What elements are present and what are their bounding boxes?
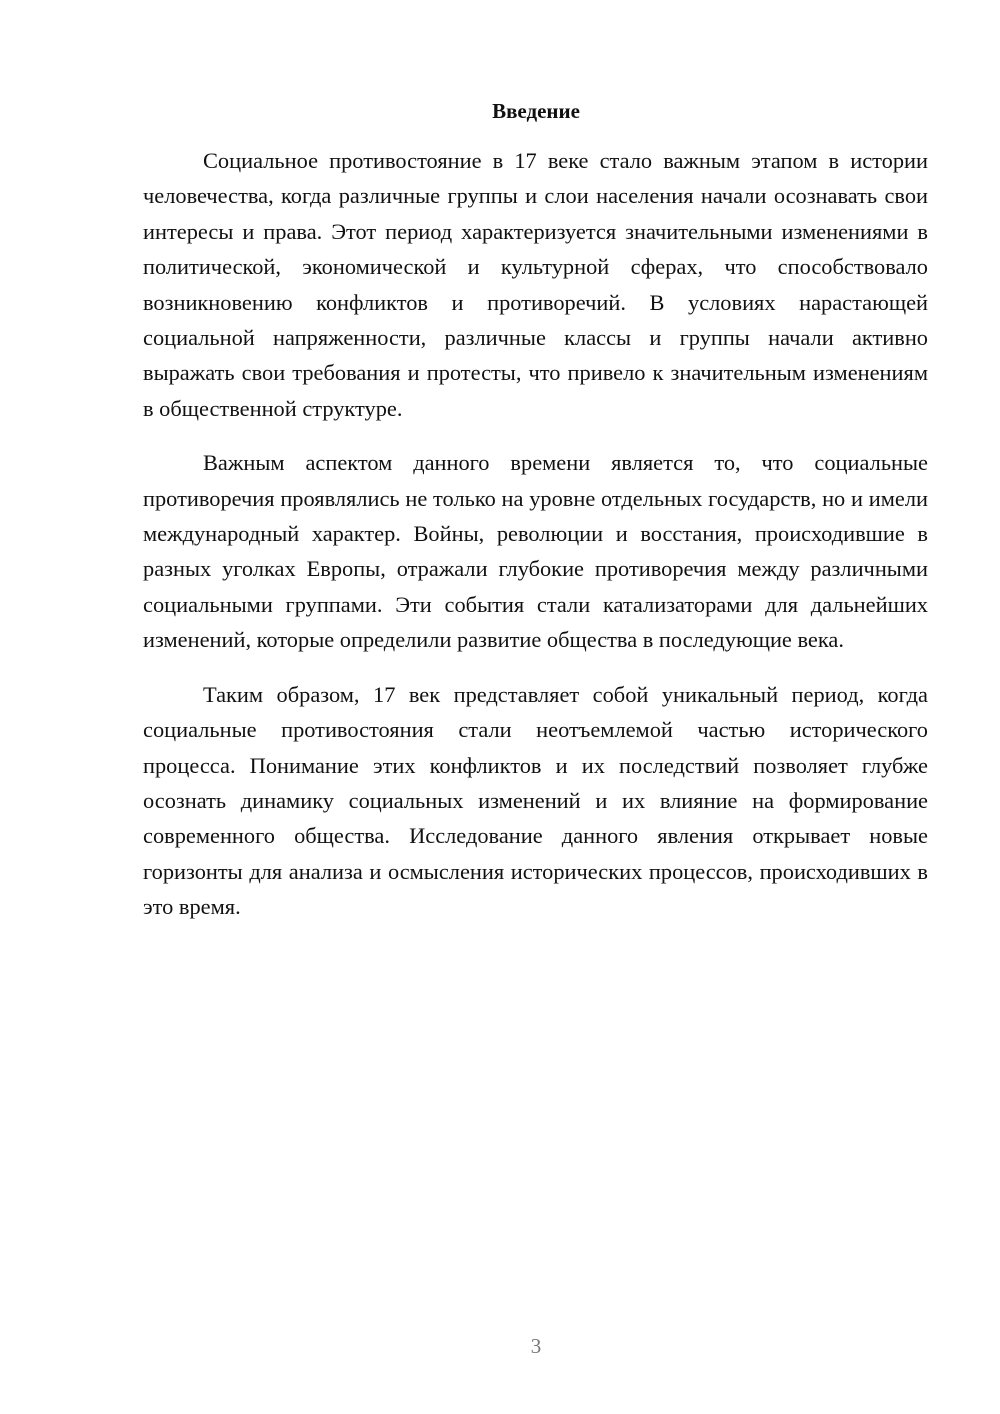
paragraph-2: Важным аспектом данного времени является то, что социальные противоречия проявлялись не только на уровне отдельных государств, но и имели международный характер. Войны, революции и восстания, происходившие в разных уголках Европы, отражали глубокие противоречия между различными социальными группами. Эти события стали катализаторами для дальнейших изменений, которые определили развитие общества в последующие века.: [143, 450, 928, 653]
paragraph-1: Социальное противостояние в 17 веке стало важным этапом в истории человечества, когда различные группы и слои населения начали осознавать свои интересы и права. Этот период характеризуется значительными изменениями в политической, экономической и культурной сферах, что способствовало возникновению конфликтов и противоречий. В условиях нарастающей социальной напряженности, различные классы и группы начали активно выражать свои требования и протесты, что привело к значительным изменениям в общественной структуре.: [143, 148, 928, 421]
paragraph-3: Таким образом, 17 век представляет собой уникальный период, когда социальные противостояния стали неотъемлемой частью исторического процесса. Понимание этих конфликтов и их последствий позволяет глубже осознать динамику социальных изменений и их влияние на формирование современного общества. Исследование данного явления открывает новые горизонты для анализа и осмысления исторических процессов, происходивших в это время.: [143, 681, 928, 920]
body-text: [143, 143, 928, 944]
page-number: 3: [530, 1334, 542, 1358]
page-title: Введение: [492, 99, 580, 123]
